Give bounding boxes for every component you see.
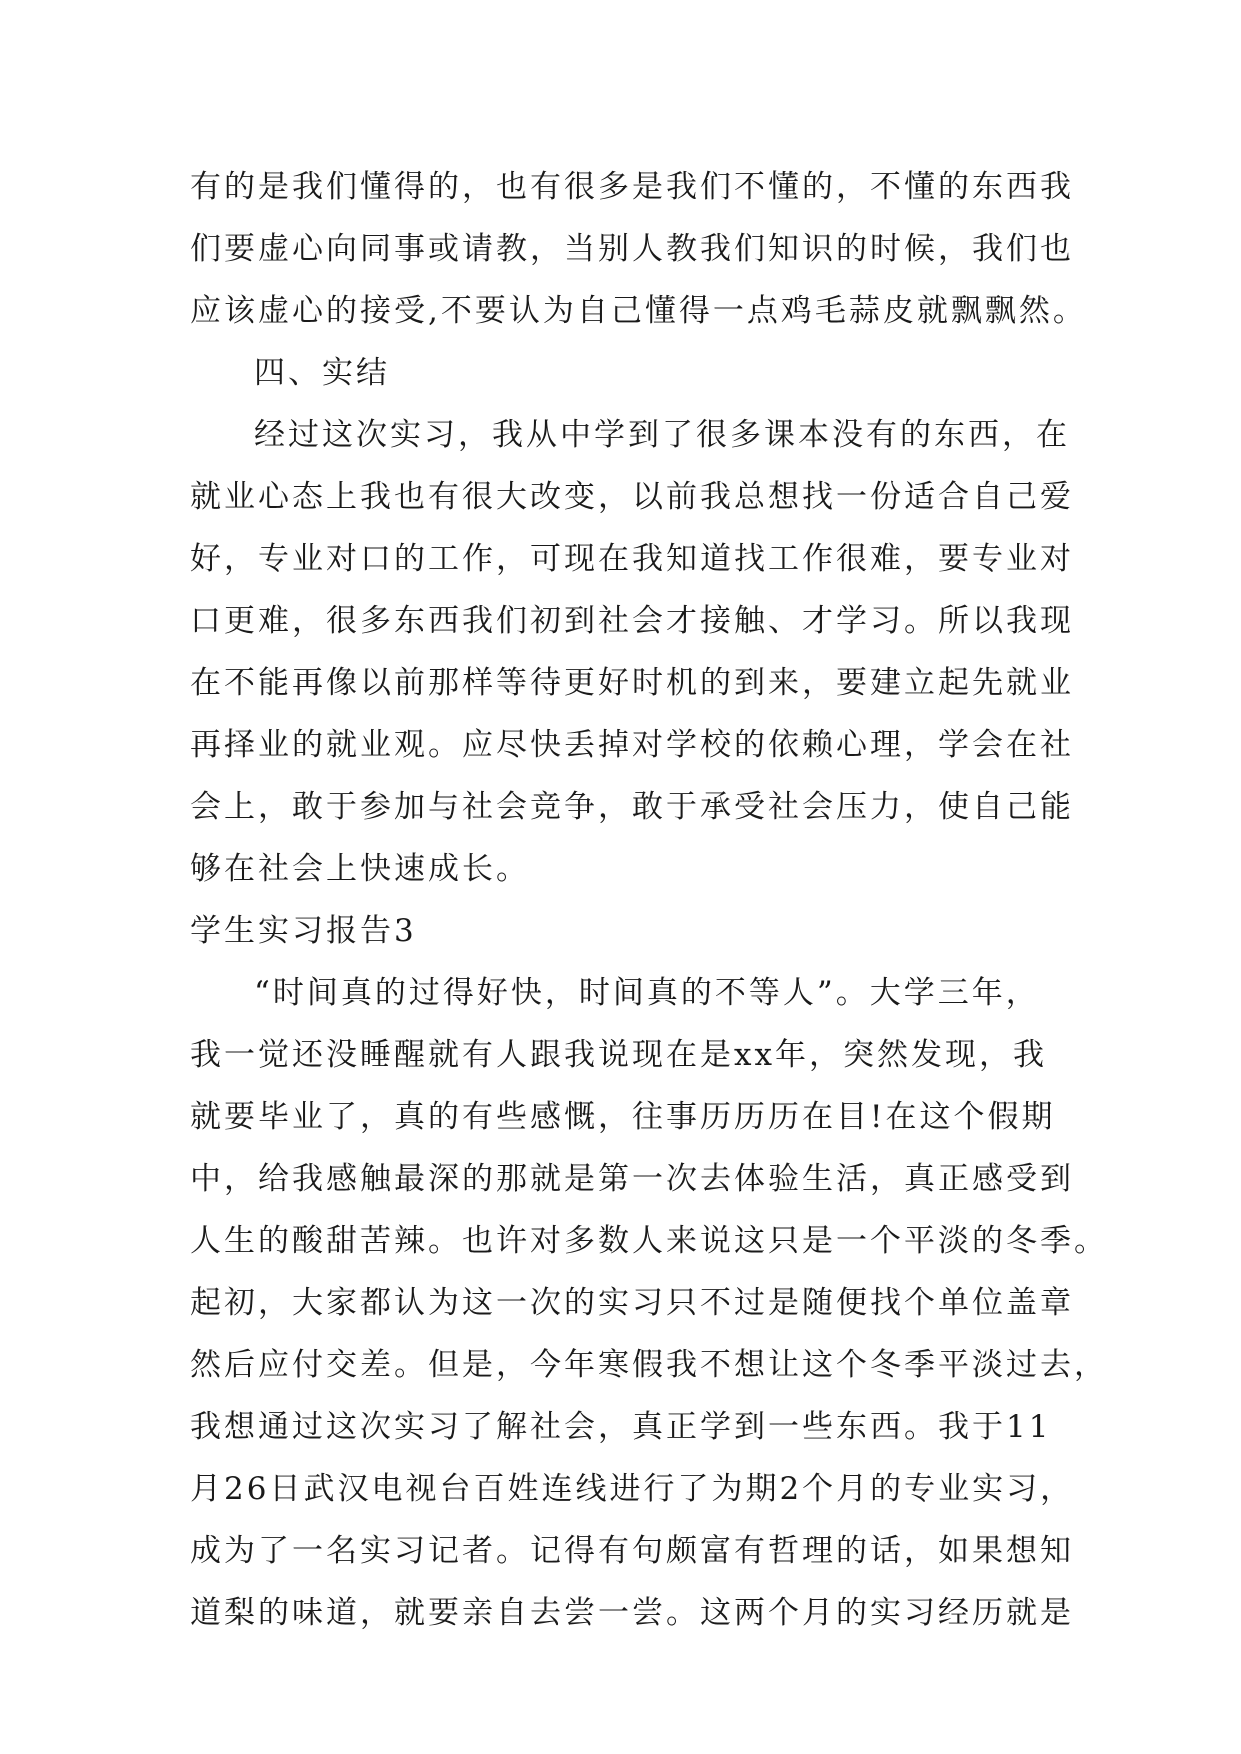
text-line: 应该虚心的接受,不要认为自己懂得一点鸡毛蒜皮就飘飘然。 (190, 293, 1087, 329)
report-title: 学生实习报告3 (190, 913, 417, 949)
text-line: “时间真的过得好快，时间真的不等人”。大学三年， (254, 975, 1040, 1011)
text-line: 成为了一名实习记者。记得有句颇富有哲理的话，如果想知 (190, 1533, 1074, 1569)
text-line: 就要毕业了，真的有些感慨，往事历历历在目!在这个假期 (190, 1099, 1056, 1135)
text-line: 在不能再像以前那样等待更好时机的到来，要建立起先就业 (190, 665, 1074, 701)
text-line: 人生的酸甜苦辣。也许对多数人来说这只是一个平淡的冬季。 (190, 1223, 1108, 1259)
text-line: 起初，大家都认为这一次的实习只不过是随便找个单位盖章 (190, 1285, 1074, 1321)
text-line: 会上，敢于参加与社会竞争，敢于承受社会压力，使自己能 (190, 789, 1074, 825)
text-line: 我想通过这次实习了解社会，真正学到一些东西。我于11 (190, 1409, 1052, 1445)
text-line: 够在社会上快速成长。 (190, 851, 530, 887)
text-line: 再择业的就业观。应尽快丢掉对学校的依赖心理，学会在社 (190, 727, 1074, 763)
text-line: 有的是我们懂得的，也有很多是我们不懂的，不懂的东西我 (190, 169, 1074, 205)
text-line: 经过这次实习，我从中学到了很多课本没有的东西，在 (254, 417, 1070, 453)
text-line: 好，专业对口的工作，可现在我知道找工作很难，要专业对 (190, 541, 1074, 577)
text-line: 中，给我感触最深的那就是第一次去体验生活，真正感受到 (190, 1161, 1074, 1197)
text-line: 们要虚心向同事或请教，当别人教我们知识的时候，我们也 (190, 231, 1074, 267)
text-line: 月26日武汉电视台百姓连线进行了为期2个月的专业实习， (190, 1471, 1075, 1507)
text-line: 道梨的味道，就要亲自去尝一尝。这两个月的实习经历就是 (190, 1595, 1074, 1631)
text-line: 就业心态上我也有很大改变，以前我总想找一份适合自己爱 (190, 479, 1074, 515)
text-line: 然后应付交差。但是，今年寒假我不想让这个冬季平淡过去， (190, 1347, 1108, 1383)
text-line: 口更难，很多东西我们初到社会才接触、才学习。所以我现 (190, 603, 1074, 639)
text-line: 我一觉还没睡醒就有人跟我说现在是xx年，突然发现，我 (190, 1037, 1047, 1073)
document-body (190, 156, 1108, 1644)
section-heading: 四、实结 (254, 355, 390, 391)
